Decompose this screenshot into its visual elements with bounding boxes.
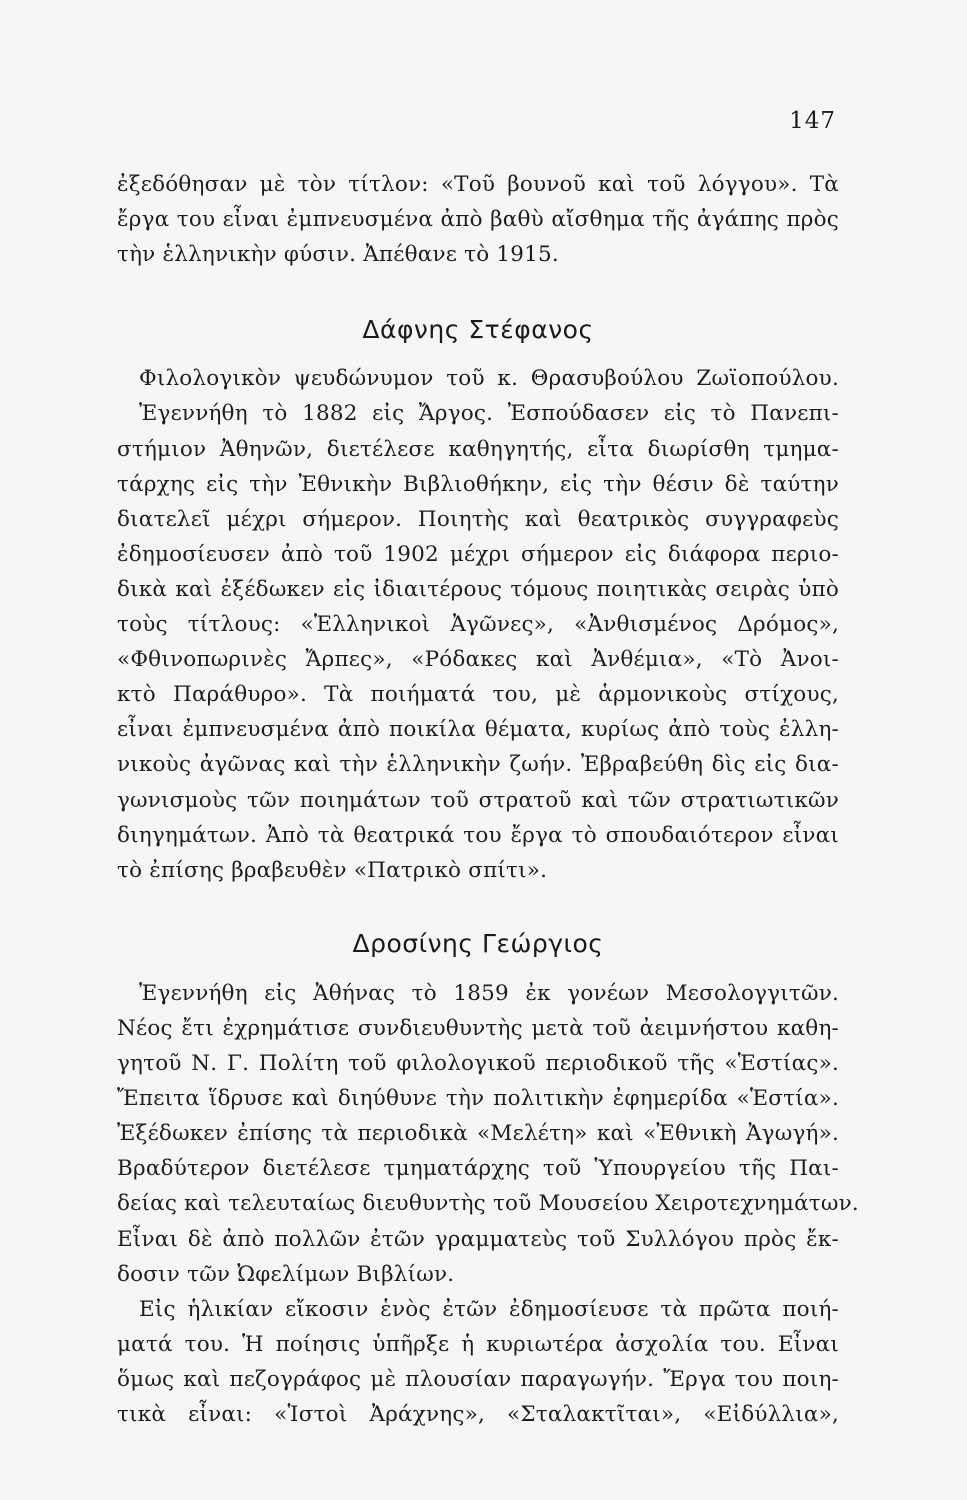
entry-body-dafnis (117, 361, 839, 887)
text-column (117, 167, 859, 1432)
text-line: τάρχης εἰς τὴν Ἐθνικὴν Βιβλιοθήκην, εἰς τὴν θέσιν δὲ ταύτην (117, 471, 839, 497)
text-line: Νέος ἔτι ἐχρημάτισε συνδιευθυντὴς μετὰ τοῦ ἀειμνήστου καθη- (117, 1015, 839, 1041)
text-line: διηγημάτων. Ἀπὸ τὰ θεατρικά του ἔργα τὸ σπουδαιότερον εἶναι (117, 822, 839, 848)
text-line: ἔργα του εἶναι ἐμπνευσμένα ἀπὸ βαθὺ αἴσθημα τῆς ἀγάπης πρὸς (117, 207, 839, 233)
text-line: ἐξεδόθησαν μὲ τὸν τίτλον: «Τοῦ βουνοῦ καὶ τοῦ λόγγου». Τὰ (117, 172, 839, 197)
text-line: δοσιν τῶν Ὠφελίμων Βιβλίων. (117, 1261, 455, 1287)
text-line: Ἔπειτα ἵδρυσε καὶ διηύθυνε τὴν πολιτικὴν ἐφημερίδα «Ἑστία». (117, 1086, 839, 1112)
text-line: Φιλολογικὸν ψευδώνυμον τοῦ κ. Θρασυβούλου Ζωϊοπούλου. (139, 366, 839, 392)
text-line: Ἐγεννήθη τὸ 1882 εἰς Ἄργος. Ἐσπούδασεν εἰς τὸ Πανεπι- (139, 401, 839, 427)
intro-paragraph (117, 167, 839, 272)
text-line: νικοὺς ἀγῶνας καὶ τὴν ἑλληνικὴν ζωήν. Ἐβραβεύθη δὶς εἰς δια- (117, 752, 839, 778)
text-line: γωνισμοὺς τῶν ποιημάτων τοῦ στρατοῦ καὶ τῶν στρατιωτικῶν (117, 787, 839, 813)
page-number: 147 (789, 108, 836, 134)
text-line: εἶναι ἐμπνευσμένα ἀπὸ ποικίλα θέματα, κυρίως ἀπὸ τοὺς ἐλλη- (117, 717, 839, 743)
text-line: Βραδύτερον διετέλεσε τμηματάρχης τοῦ Ὑπουργείου τῆς Παι- (117, 1156, 839, 1182)
text-line: δείας καὶ τελευταίως διευθυντὴς τοῦ Μουσείου Χειροτεχνημάτων. (117, 1191, 859, 1217)
text-line: ματά του. Ἡ ποίησις ὑπῆρξε ἡ κυριωτέρα ἀσχολία του. Εἶναι (117, 1331, 839, 1357)
text-line: κτὸ Παράθυρο». Τὰ ποιήματά του, μὲ ἁρμονικοὺς στίχους, (117, 682, 839, 708)
text-line: γητοῦ Ν. Γ. Πολίτη τοῦ φιλολογικοῦ περιοδικοῦ τῆς «Ἑστίας». (117, 1051, 839, 1077)
text-line: διατελεῖ μέχρι σήμερον. Ποιητὴς καὶ θεατρικὸς συγγραφεὺς (117, 506, 839, 532)
text-line: τικὰ εἶναι: «Ἱστοὶ Ἀράχνης», «Σταλακτῖται», «Εἰδύλλια», (117, 1402, 839, 1427)
text-line: «Φθινοπωρινὲς Ἄρπες», «Ρόδακες καὶ Ἀνθέμια», «Τὸ Ἀνοι- (117, 647, 839, 673)
text-line: Ἐγεννήθη εἰς Ἀθήνας τὸ 1859 ἐκ γονέων Μεσολογγιτῶν. (139, 980, 839, 1006)
text-line: Ἐξέδωκεν ἐπίσης τὰ περιοδικὰ «Μελέτη» καὶ «Ἐθνικὴ Ἀγωγή». (117, 1121, 839, 1147)
text-line: Εἰς ἡλικίαν εἴκοσιν ἑνὸς ἐτῶν ἐδημοσίευσε τὰ πρῶτα ποιή- (139, 1296, 839, 1322)
text-line: ἐδημοσίευσεν ἀπὸ τοῦ 1902 μέχρι σήμερον εἰς διάφορα περιο- (117, 541, 839, 567)
text-line: δικὰ καὶ ἐξέδωκεν εἰς ἰδιαιτέρους τόμους ποιητικὰς σειρὰς ὑπὸ (117, 576, 839, 602)
text-line: Εἶναι δὲ ἀπὸ πολλῶν ἐτῶν γραμματεὺς τοῦ Συλλόγου πρὸς ἔκ- (117, 1226, 839, 1252)
entry-heading-dafnis: Δάφνης Στέφανος (362, 315, 594, 345)
text-line: τὸ ἐπίσης βραβευθὲν «Πατρικὸ σπίτι». (117, 857, 548, 883)
text-line: ὅμως καὶ πεζογράφος μὲ πλουσίαν παραγωγήν. Ἔργα του ποιη- (117, 1366, 839, 1392)
entry-body-drosinis (117, 976, 859, 1432)
text-line: στήμιον Ἀθηνῶν, διετέλεσε καθηγητής, εἶτα διωρίσθη τμημα- (117, 436, 839, 462)
text-line: τοὺς τίτλους: «Ἑλληνικοὶ Ἀγῶνες», «Ἀνθισμένος Δρόμος», (117, 612, 839, 638)
text-line: τὴν ἑλληνικὴν φύσιν. Ἀπέθανε τὸ 1915. (117, 242, 559, 268)
entry-heading-drosinis: Δροσίνης Γεώργιος (352, 928, 604, 958)
